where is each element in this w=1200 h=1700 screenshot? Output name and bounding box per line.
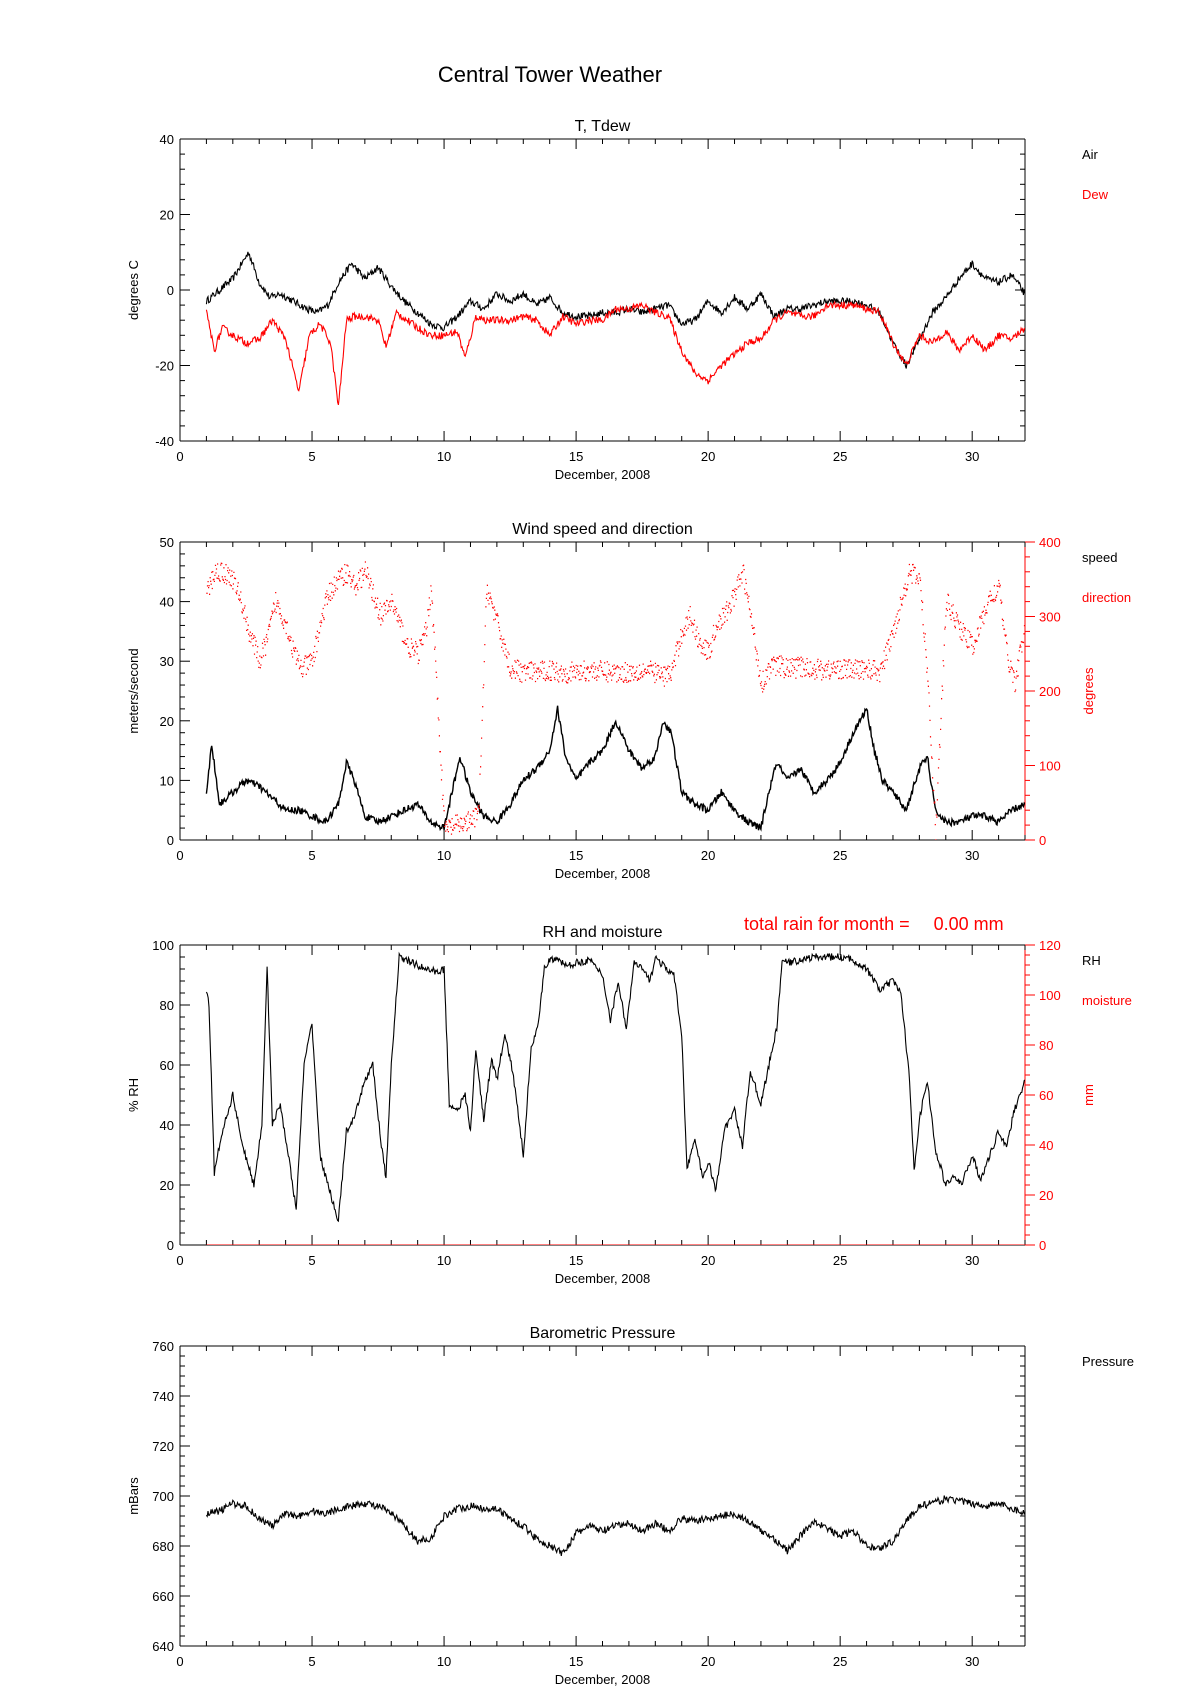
x-tick-label: 15 bbox=[568, 848, 584, 863]
x-axis-label: December, 2008 bbox=[554, 866, 651, 881]
legend-entry: speed bbox=[1082, 550, 1118, 565]
y-tick-label: 640 bbox=[152, 1639, 174, 1654]
x-tick-label: 25 bbox=[832, 848, 848, 863]
y-tick-label: -40 bbox=[155, 434, 174, 449]
y-tick-label: -20 bbox=[155, 358, 174, 374]
x-tick-label: 0 bbox=[176, 1253, 184, 1268]
y-tick-label: 20 bbox=[159, 207, 174, 223]
y-tick-label: 100 bbox=[152, 938, 174, 953]
series-direction bbox=[206, 562, 1026, 840]
x-tick-label: 10 bbox=[436, 848, 452, 863]
y-tick-label: 80 bbox=[159, 998, 174, 1013]
legend-entry: direction bbox=[1082, 590, 1132, 605]
x-tick-label: 10 bbox=[436, 1253, 452, 1268]
x-tick-label: 25 bbox=[832, 449, 848, 464]
legend-entry: moisture bbox=[1082, 993, 1132, 1008]
x-tick-label: 10 bbox=[436, 449, 452, 464]
x-tick-label: 5 bbox=[308, 449, 316, 464]
y-axis-label: % RH bbox=[126, 1078, 141, 1112]
y-axis-label: degrees C bbox=[126, 260, 141, 320]
series-rh bbox=[206, 953, 1025, 1221]
y-tick-label: 760 bbox=[152, 1339, 174, 1354]
y-tick-label: 40 bbox=[159, 132, 174, 147]
x-tick-label: 20 bbox=[700, 449, 716, 464]
chart-3 bbox=[126, 924, 1132, 1286]
x-tick-label: 5 bbox=[308, 1253, 316, 1268]
y-tick-label: 0 bbox=[166, 1238, 174, 1253]
chart-title: Wind speed and direction bbox=[512, 521, 693, 538]
y-tick-label: 740 bbox=[152, 1389, 174, 1404]
chart-2 bbox=[126, 521, 1131, 881]
x-tick-label: 30 bbox=[964, 1654, 980, 1669]
chart-4 bbox=[126, 1325, 1134, 1687]
x-tick-label: 0 bbox=[176, 1654, 184, 1669]
y-tick-label: 700 bbox=[152, 1489, 174, 1504]
x-axis-label: December, 2008 bbox=[554, 1672, 651, 1687]
x-tick-label: 15 bbox=[568, 1654, 584, 1669]
y2-tick-label: 0 bbox=[1039, 1238, 1047, 1253]
x-tick-label: 0 bbox=[176, 848, 184, 863]
x-tick-label: 5 bbox=[308, 1654, 316, 1669]
x-tick-label: 30 bbox=[964, 848, 980, 863]
legend-entry: Pressure bbox=[1082, 1354, 1135, 1369]
series-speed bbox=[206, 706, 1025, 831]
y2-tick-label: 200 bbox=[1039, 684, 1061, 699]
y2-tick-label: 100 bbox=[1039, 988, 1061, 1003]
x-tick-label: 15 bbox=[568, 1253, 584, 1268]
y-tick-label: 660 bbox=[152, 1589, 174, 1604]
page-title: Central Tower Weather bbox=[437, 62, 663, 87]
x-tick-label: 25 bbox=[832, 1253, 848, 1268]
x-tick-label: 10 bbox=[436, 1654, 452, 1669]
y-tick-label: 0 bbox=[166, 833, 174, 848]
rain-total-label: total rain for month = bbox=[744, 914, 910, 934]
y-tick-label: 20 bbox=[159, 1178, 174, 1193]
y-axis-label: mBars bbox=[126, 1477, 141, 1515]
x-axis-label: December, 2008 bbox=[554, 1271, 651, 1286]
y2-axis-label: mm bbox=[1081, 1084, 1096, 1106]
y2-tick-label: 300 bbox=[1039, 609, 1061, 625]
y-tick-label: 50 bbox=[159, 535, 174, 550]
rain-total-value: 0.00 mm bbox=[933, 914, 1004, 934]
y-tick-label: 40 bbox=[159, 1118, 174, 1133]
legend-entry: RH bbox=[1082, 953, 1101, 968]
y2-tick-label: 80 bbox=[1039, 1038, 1054, 1053]
y-tick-label: 40 bbox=[159, 594, 174, 610]
x-tick-label: 20 bbox=[700, 1253, 716, 1268]
x-axis-label: December, 2008 bbox=[554, 467, 651, 482]
y-tick-label: 30 bbox=[159, 654, 174, 670]
series-pressure bbox=[206, 1496, 1025, 1556]
y-tick-label: 20 bbox=[159, 713, 174, 729]
series-dew bbox=[206, 302, 1025, 405]
x-tick-label: 5 bbox=[308, 848, 316, 863]
y2-axis-label: degrees bbox=[1081, 667, 1096, 715]
y-tick-label: 10 bbox=[159, 773, 174, 789]
y-tick-label: 0 bbox=[166, 283, 174, 298]
y2-tick-label: 40 bbox=[1039, 1138, 1054, 1153]
y-axis-label: meters/second bbox=[126, 648, 141, 734]
y2-tick-label: 120 bbox=[1039, 938, 1061, 953]
y-tick-label: 720 bbox=[152, 1439, 174, 1454]
y2-tick-label: 100 bbox=[1039, 758, 1061, 774]
x-tick-label: 15 bbox=[568, 449, 584, 464]
y2-tick-label: 60 bbox=[1039, 1088, 1054, 1103]
legend-entry: Dew bbox=[1082, 187, 1109, 202]
y2-tick-label: 20 bbox=[1039, 1188, 1054, 1203]
y-tick-label: 60 bbox=[159, 1058, 174, 1073]
y-tick-label: 680 bbox=[152, 1539, 174, 1554]
x-tick-label: 0 bbox=[176, 449, 184, 464]
chart-title: RH and moisture bbox=[542, 924, 663, 941]
chart-1 bbox=[126, 118, 1109, 482]
x-tick-label: 30 bbox=[964, 449, 980, 464]
x-tick-label: 20 bbox=[700, 1654, 716, 1669]
y2-tick-label: 0 bbox=[1039, 833, 1047, 848]
x-tick-label: 20 bbox=[700, 848, 716, 863]
chart-title: Barometric Pressure bbox=[529, 1325, 676, 1342]
x-tick-label: 25 bbox=[832, 1654, 848, 1669]
chart-title: T, Tdew bbox=[574, 118, 631, 135]
x-tick-label: 30 bbox=[964, 1253, 980, 1268]
legend-entry: Air bbox=[1082, 147, 1098, 162]
y2-tick-label: 400 bbox=[1039, 535, 1061, 550]
